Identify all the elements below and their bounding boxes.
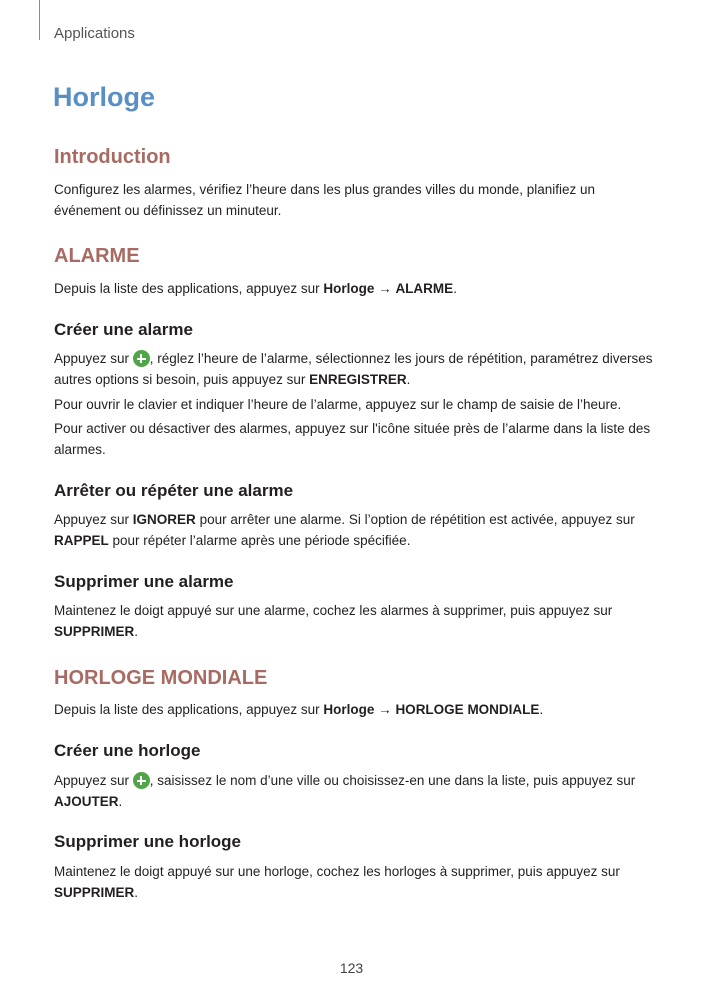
page-number: 123 — [339, 960, 364, 976]
toggle-alarm-paragraph: Pour activer ou désactiver des alarmes, appuyez sur l'icône située près de l’alarme dans la liste des alarmes. — [54, 421, 651, 457]
page-title: Horloge — [53, 82, 156, 112]
tab-name: HORLOGE MONDIALE — [395, 702, 540, 717]
heading-create-clock: Créer une horloge — [54, 741, 201, 760]
heading-stop-alarm: Arrêter ou répéter une alarme — [54, 481, 294, 500]
heading-create-alarm: Créer une alarme — [54, 320, 193, 339]
heading-alarme: ALARME — [54, 245, 140, 267]
heading-introduction: Introduction — [54, 146, 171, 168]
delete-clock-paragraph: Maintenez le doigt appuyé sur une horloge, cochez les horloges à supprimer, puis appuyez sur SUPPRIMER. — [54, 864, 620, 900]
heading-horloge-mondiale: HORLOGE MONDIALE — [54, 667, 268, 689]
stop-alarm-paragraph: Appuyez sur IGNORER pour arrêter une alarme. Si l’option de répétition est activée, appuyez sur RAPPEL pour répéter l’alarme après une période spécifiée. — [54, 512, 635, 548]
app-name: Horloge — [323, 702, 375, 717]
heading-delete-clock: Supprimer une horloge — [54, 832, 242, 851]
heading-delete-alarm: Supprimer une alarme — [54, 572, 234, 591]
keyboard-paragraph: Pour ouvrir le clavier et indiquer l’heure de l’alarme, appuyez sur le champ de saisie de l’heure. — [54, 397, 622, 412]
horloge-mondiale-path: Depuis la liste des applications, appuyez sur Horloge → HORLOGE MONDIALE. — [54, 702, 544, 717]
create-alarm-paragraph: Appuyez sur , réglez l’heure de l’alarme, sélectionnez les jours de répétition, paramétrez diverses autres options si besoin, puis appuyez sur ENREGISTRER. — [54, 351, 653, 387]
alarme-path: Depuis la liste des applications, appuyez sur Horloge → ALARME. — [54, 281, 457, 296]
intro-paragraph: Configurez les alarmes, vérifiez l’heure dans les plus grandes villes du monde, planifiez un événement ou définissez un minuteur. — [54, 182, 596, 218]
plus-circle-icon — [133, 772, 150, 789]
create-clock-paragraph: Appuyez sur , saisissez le nom d’une ville ou choisissez-en une dans la liste, puis appuyez sur AJOUTER. — [54, 773, 636, 809]
section-label: Applications — [54, 25, 135, 42]
plus-circle-icon — [133, 350, 150, 367]
tab-name: ALARME — [395, 281, 454, 296]
header-divider — [39, 0, 40, 40]
delete-alarm-paragraph: Maintenez le doigt appuyé sur une alarme, cochez les alarmes à supprimer, puis appuyez sur SUPPRIMER. — [54, 603, 613, 639]
app-name: Horloge — [323, 281, 375, 296]
